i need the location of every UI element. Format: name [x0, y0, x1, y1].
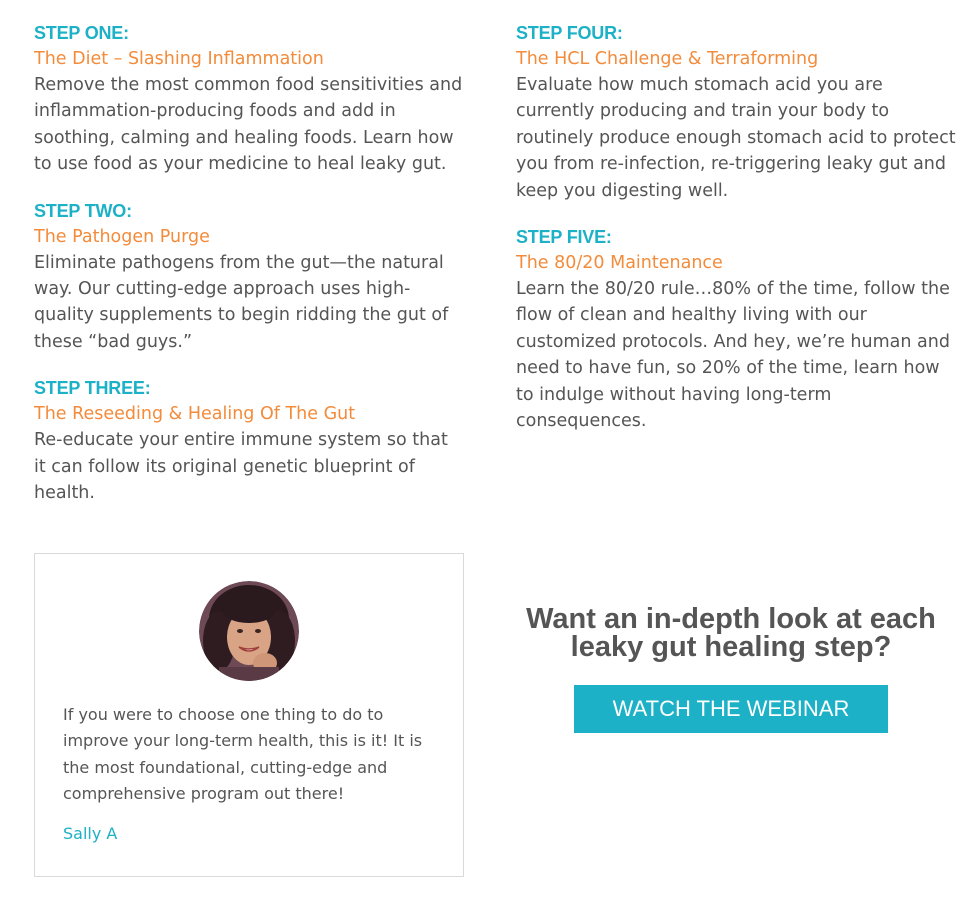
step-label: STEP FOUR: — [516, 23, 623, 43]
step-four — [516, 20, 956, 204]
avatar-portrait-icon — [199, 581, 299, 681]
step-description: Remove the most common food sensitivities and inflammation-producing foods and add in soothing, calming and healing foods. Learn how to use food as your medicine to heal leaky gut. — [34, 75, 463, 175]
testimonial-author: Sally A — [63, 824, 118, 843]
step-two — [34, 198, 464, 356]
step-description: Evaluate how much stomach acid you are currently producing and train your body to routinely produce enough stomach acid to protect you from re-infection, re-triggering leaky gut and keep you digesting well. — [516, 75, 956, 201]
step-three — [34, 375, 464, 506]
watch-webinar-button[interactable]: WATCH THE WEBINAR — [574, 685, 888, 733]
step-title: The Diet – Slashing Inflammation — [34, 49, 324, 69]
step-title: The Reseeding & Healing Of The Gut — [34, 404, 356, 425]
step-label: STEP ONE: — [34, 23, 129, 43]
testimonial-quote: If you were to choose one thing to do to improve your long-term health, this is it! It is the most foundational, cutting-edge and comprehensive program out there! — [63, 705, 423, 803]
steps-left-column — [34, 20, 464, 526]
step-title: The 80/20 Maintenance — [516, 253, 723, 274]
cta-section — [500, 605, 962, 733]
cta-heading: Want an in-depth look at each leaky gut healing step? — [526, 603, 936, 663]
step-label: STEP FIVE: — [516, 227, 612, 248]
step-title: The HCL Challenge & Terraforming — [516, 49, 819, 69]
step-one — [34, 20, 464, 178]
step-description: Eliminate pathogens from the gut—the natural way. Our cutting-edge approach uses high-quality supplements to begin ridding the gut of these “bad guys.” — [34, 252, 449, 352]
step-title: The Pathogen Purge — [34, 226, 210, 247]
step-description: Learn the 80/20 rule…80% of the time, follow the flow of clean and healthy living with our customized protocols. And hey, we’re human and need to have fun, so 20% of the time, learn how to indulge without having long-term consequences. — [516, 279, 950, 432]
steps-right-column — [516, 20, 956, 454]
step-label: STEP TWO: — [34, 200, 132, 221]
avatar — [199, 581, 299, 681]
step-label: STEP THREE: — [34, 378, 151, 399]
step-five — [516, 224, 956, 434]
step-description: Re-educate your entire immune system so that it can follow its original genetic blueprint of health. — [34, 430, 448, 504]
testimonial-card — [34, 553, 464, 877]
